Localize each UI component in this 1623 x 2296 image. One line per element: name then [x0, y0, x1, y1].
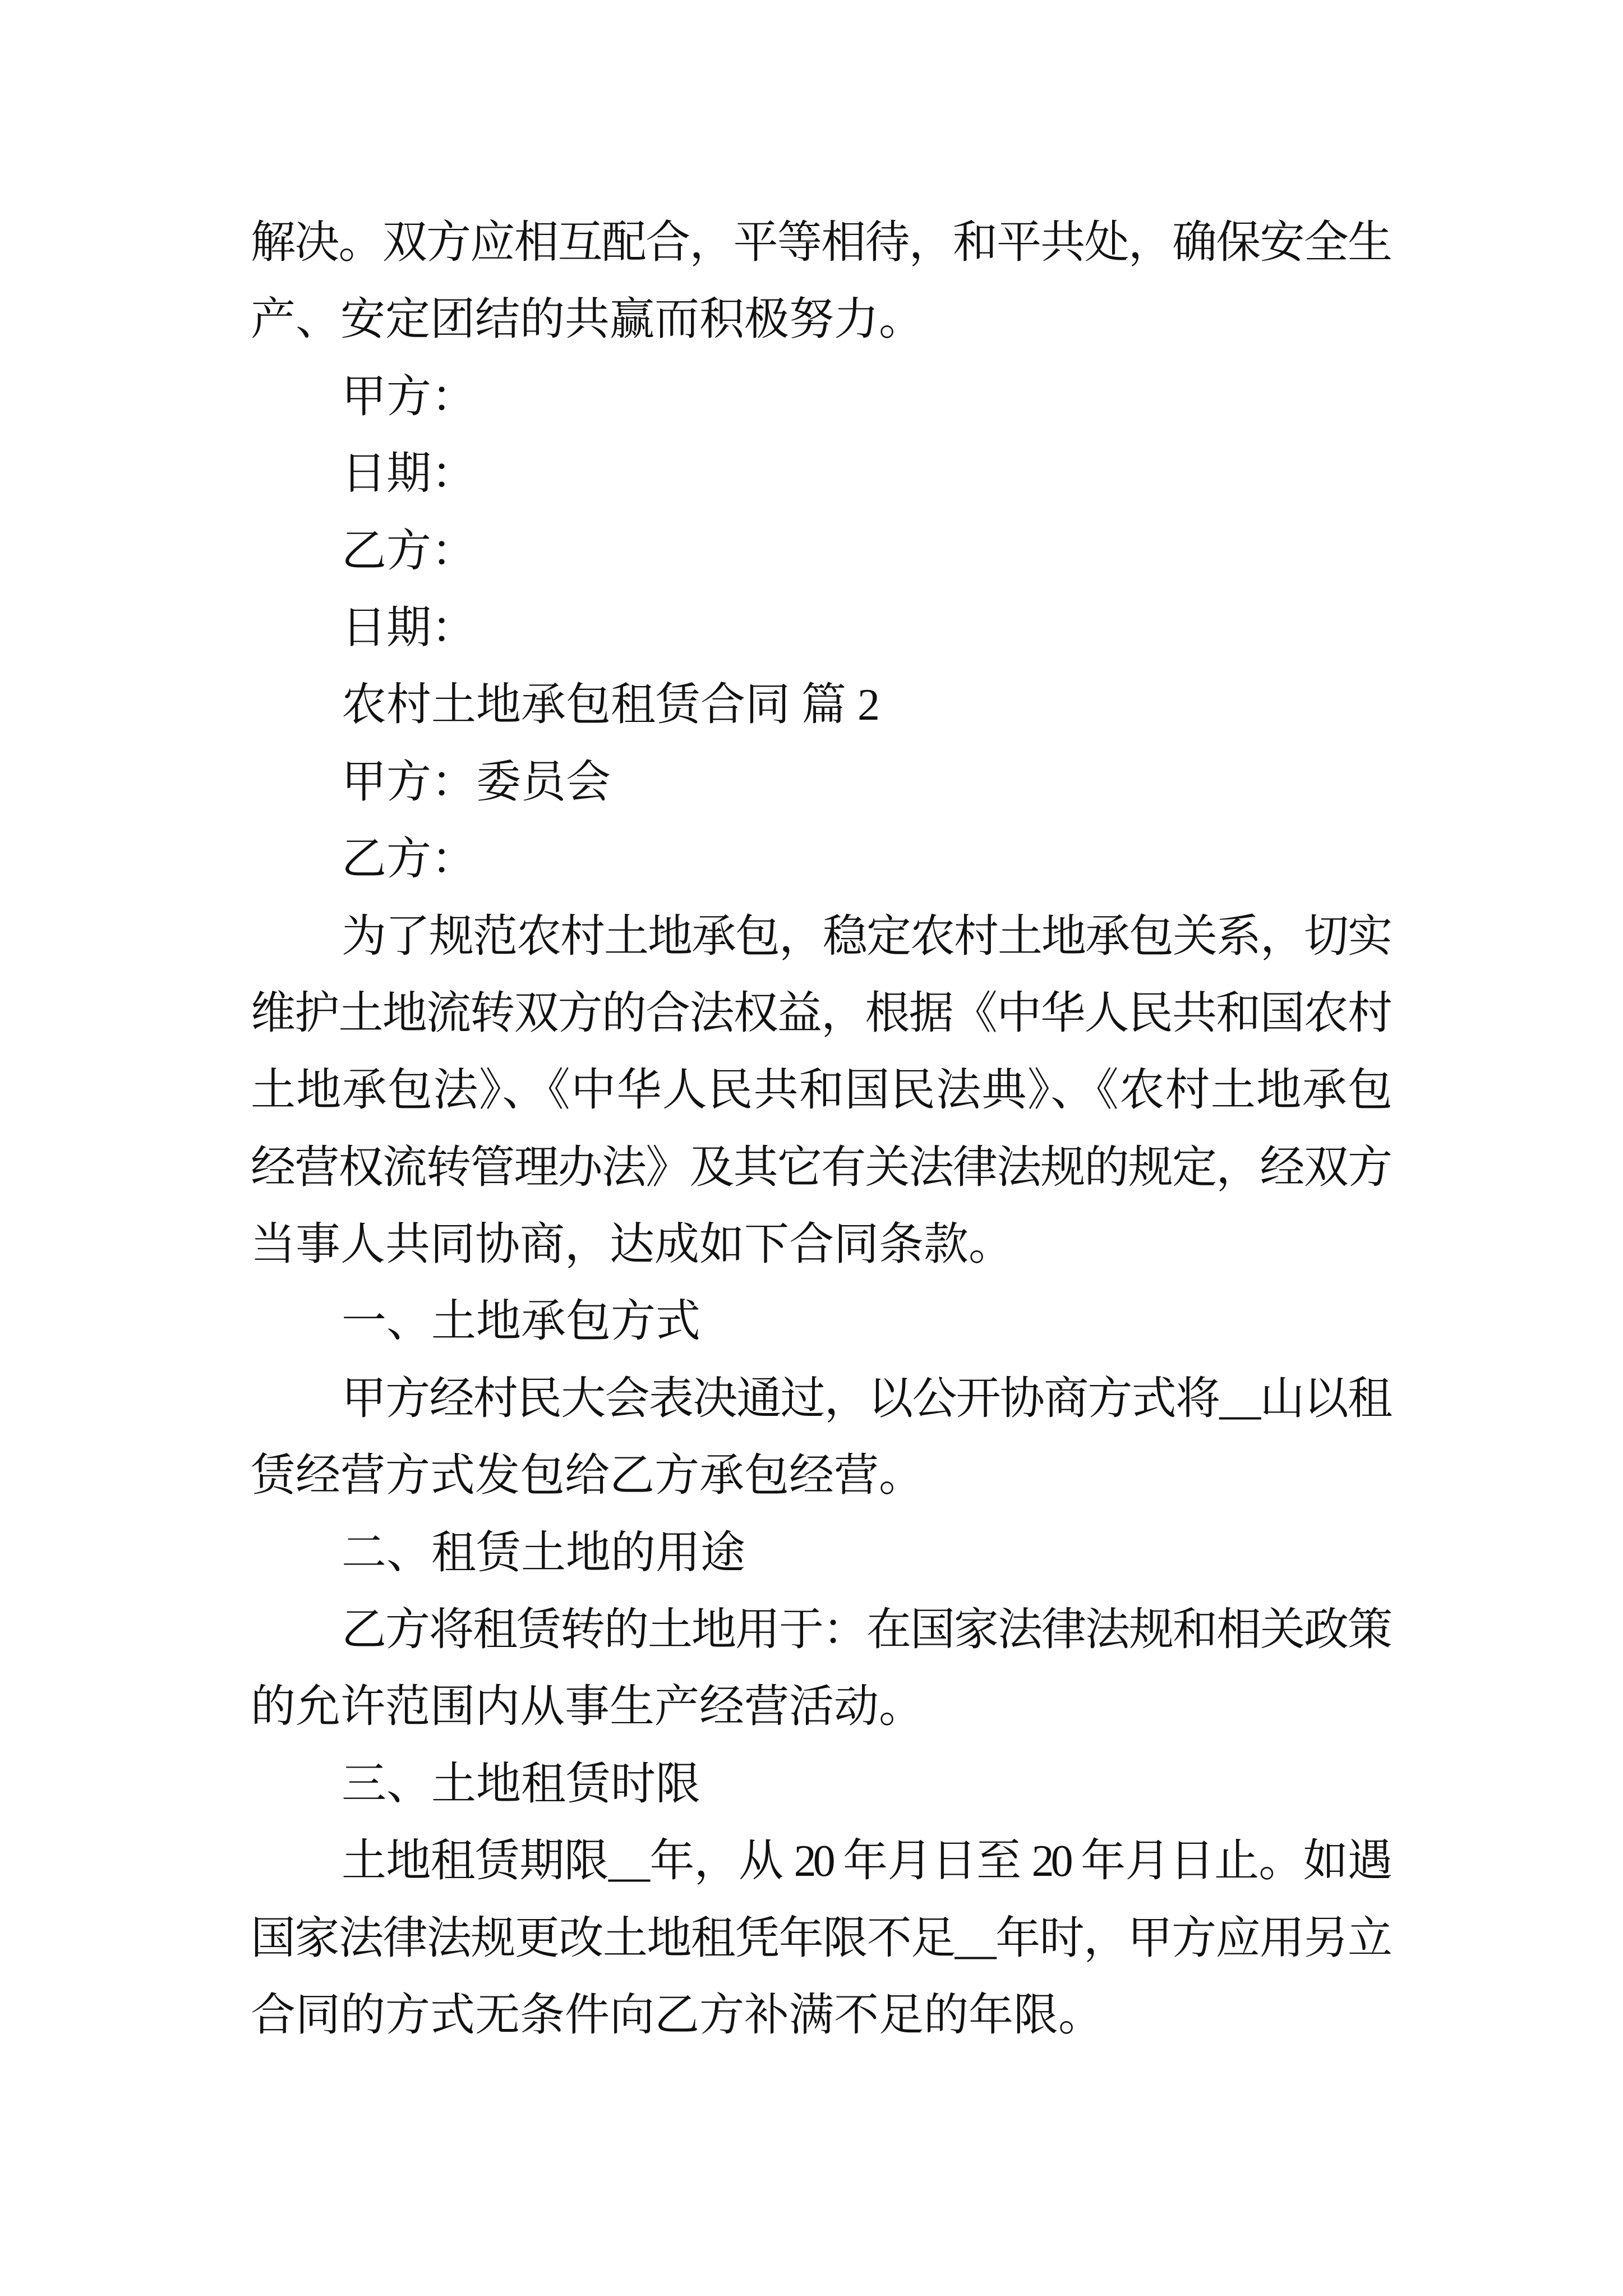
document-body: [251, 205, 1389, 2054]
paragraph-line: 经营权流转管理办法》及其它有关法律法规的规定，经双方: [251, 1143, 1389, 1193]
paragraph-line: 甲方经村民大会表决通过，以公开协商方式将__山以租: [342, 1374, 1389, 1424]
paragraph-line: 的允许范围内从事生产经营活动。: [251, 1682, 924, 1732]
signature-date-label: 日期：: [342, 449, 476, 499]
section-heading: 三、土地租赁时限: [342, 1759, 700, 1809]
signature-date-label: 日期：: [342, 603, 476, 653]
paragraph-line: 赁经营方式发包给乙方承包经营。: [251, 1451, 924, 1501]
paragraph-line: 为了规范农村土地承包，稳定农村土地承包关系，切实: [342, 912, 1389, 961]
paragraph-line: 解决。双方应相互配合，平等相待，和平共处，确保安全生: [251, 218, 1389, 268]
paragraph-line: 产、安定团结的共赢而积极努力。: [251, 295, 924, 345]
signature-party-a-label: 甲方：: [342, 372, 476, 422]
paragraph-line: 土地租赁期限__年，从 20 年月日至 20 年月日止。如遇: [342, 1837, 1389, 1887]
party-a-line: 甲方：委员会: [342, 757, 611, 807]
section-heading: 二、租赁土地的用途: [342, 1528, 745, 1578]
section-heading: 一、土地承包方式: [342, 1297, 700, 1347]
paragraph-line: 当事人共同协商，达成如下合同条款。: [251, 1220, 1013, 1270]
contract-title: 农村土地承包租赁合同 篇 2: [342, 680, 880, 730]
paragraph-line: 土地承包法》、《中华人民共和国民法典》、《农村土地承包: [251, 1066, 1389, 1116]
paragraph-line: 国家法律法规更改土地租凭年限不足__年时，甲方应用另立: [251, 1913, 1389, 1963]
paragraph-line: 合同的方式无条件向乙方补满不足的年限。: [251, 1990, 1103, 2040]
paragraph-line: 乙方将租赁转的土地用于：在国家法律法规和相关政策: [342, 1605, 1389, 1655]
paragraph-line: 维护土地流转双方的合法权益，根据《中华人民共和国农村: [251, 988, 1389, 1038]
signature-party-b-label: 乙方：: [342, 526, 476, 576]
party-b-line: 乙方：: [342, 835, 476, 885]
